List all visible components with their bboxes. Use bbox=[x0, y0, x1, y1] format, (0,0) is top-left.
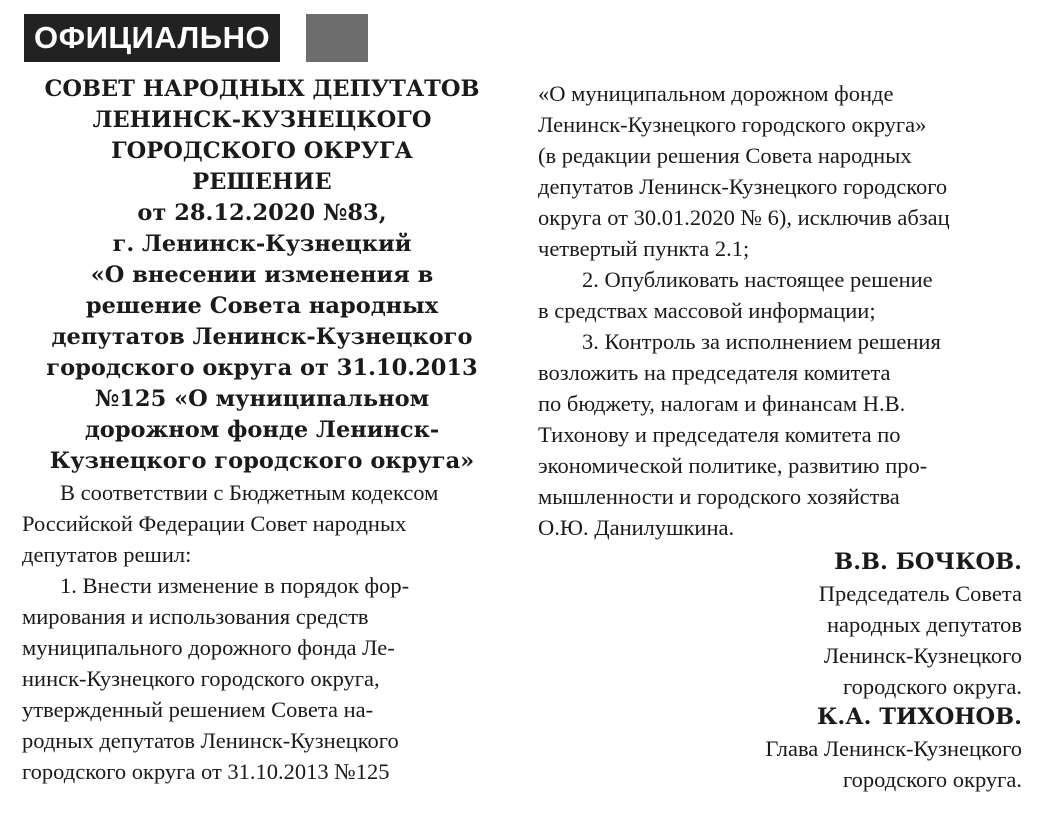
text-line: Российской Федерации Совет народных bbox=[22, 511, 407, 536]
text-line: утвержденный решением Совета на- bbox=[22, 697, 374, 722]
right-column bbox=[538, 78, 1022, 795]
text-line: муниципального дорожного фонда Ле- bbox=[22, 635, 395, 660]
text-line: в средствах массовой информации; bbox=[538, 298, 876, 323]
text-line: родных депутатов Ленинск-Кузнецкого bbox=[22, 728, 399, 753]
decision-header bbox=[22, 74, 502, 477]
text-line: депутатов решил: bbox=[22, 542, 192, 567]
header-line: №125 «О муниципальном bbox=[94, 386, 430, 412]
rubric-label: ОФИЦИАЛЬНО bbox=[24, 14, 280, 62]
signatory-title-line: Ленинск-Кузнецкого bbox=[823, 643, 1022, 668]
header-line: СОВЕТ НАРОДНЫХ ДЕПУТАТОВ bbox=[44, 76, 480, 102]
header-line: г. Ленинск-Кузнецкий bbox=[112, 231, 412, 257]
header-line: дорожном фонде Ленинск- bbox=[84, 417, 440, 443]
text-line: Тихонову и председателя комитета по bbox=[538, 422, 901, 447]
text-line: мышленности и городского хозяйства bbox=[538, 484, 900, 509]
signature-2 bbox=[538, 702, 1022, 795]
text-line: по бюджету, налогам и финансам Н.В. bbox=[538, 391, 906, 416]
signatory-title-line: народных депутатов bbox=[826, 612, 1022, 637]
signature-1 bbox=[538, 547, 1022, 702]
rubric-header bbox=[24, 14, 368, 62]
text-line: В соответствии с Бюджетным кодексом bbox=[60, 480, 439, 505]
header-line: «О внесении изменения в bbox=[90, 262, 434, 288]
signatory-title-line: Председатель Совета bbox=[818, 581, 1022, 606]
signatory-name: К.А. ТИХОНОВ. bbox=[816, 704, 1022, 730]
signatory-title-line: Глава Ленинск-Кузнецкого bbox=[765, 736, 1022, 761]
header-line: ЛЕНИНСК-КУЗНЕЦКОГО bbox=[92, 107, 432, 133]
header-line: от 28.12.2020 №83, bbox=[137, 200, 387, 226]
right-paragraph-1 bbox=[538, 78, 1022, 264]
header-line: Кузнецкого городского округа» bbox=[49, 448, 475, 474]
right-paragraph-3 bbox=[538, 326, 1022, 543]
text-line: возложить на председателя комитета bbox=[538, 360, 891, 385]
text-line: «О муниципальном дорожном фонде bbox=[538, 81, 894, 106]
left-paragraph-2 bbox=[22, 570, 502, 787]
text-line: 2. Опубликовать настоящее решение bbox=[582, 267, 933, 292]
text-line: О.Ю. Данилушкина. bbox=[538, 515, 735, 540]
right-paragraph-2 bbox=[538, 264, 1022, 326]
text-line: 1. Внести изменение в порядок фор- bbox=[60, 573, 410, 598]
text-line: экономической политике, развитию про- bbox=[538, 453, 928, 478]
text-line: Ленинск-Кузнецкого городского округа» bbox=[538, 112, 927, 137]
text-line: городского округа от 31.10.2013 №125 bbox=[22, 759, 390, 784]
left-column bbox=[22, 74, 502, 787]
header-line: решение Совета народных bbox=[85, 293, 439, 319]
signatory-name: В.В. БОЧКОВ. bbox=[834, 549, 1022, 575]
signatory-title-line: городского округа. bbox=[842, 674, 1022, 699]
text-line: 3. Контроль за исполнением решения bbox=[582, 329, 941, 354]
text-line: мирования и использования средств bbox=[22, 604, 369, 629]
text-line: (в редакции решения Совета народных bbox=[538, 143, 912, 168]
text-line: депутатов Ленинск-Кузнецкого городского bbox=[538, 174, 948, 199]
rubric-decoration bbox=[306, 14, 368, 62]
header-line: городского округа от 31.10.2013 bbox=[46, 355, 478, 381]
header-line: ГОРОДСКОГО ОКРУГА bbox=[111, 138, 413, 164]
text-line: округа от 30.01.2020 № 6), исключив абзац bbox=[538, 205, 950, 230]
left-paragraph-1 bbox=[22, 477, 502, 570]
text-line: четвертый пункта 2.1; bbox=[538, 236, 750, 261]
signatory-title-line: городского округа. bbox=[842, 767, 1022, 792]
header-line: РЕШЕНИЕ bbox=[192, 169, 332, 195]
header-line: депутатов Ленинск-Кузнецкого bbox=[51, 324, 473, 350]
text-line: нинск-Кузнецкого городского округа, bbox=[22, 666, 380, 691]
